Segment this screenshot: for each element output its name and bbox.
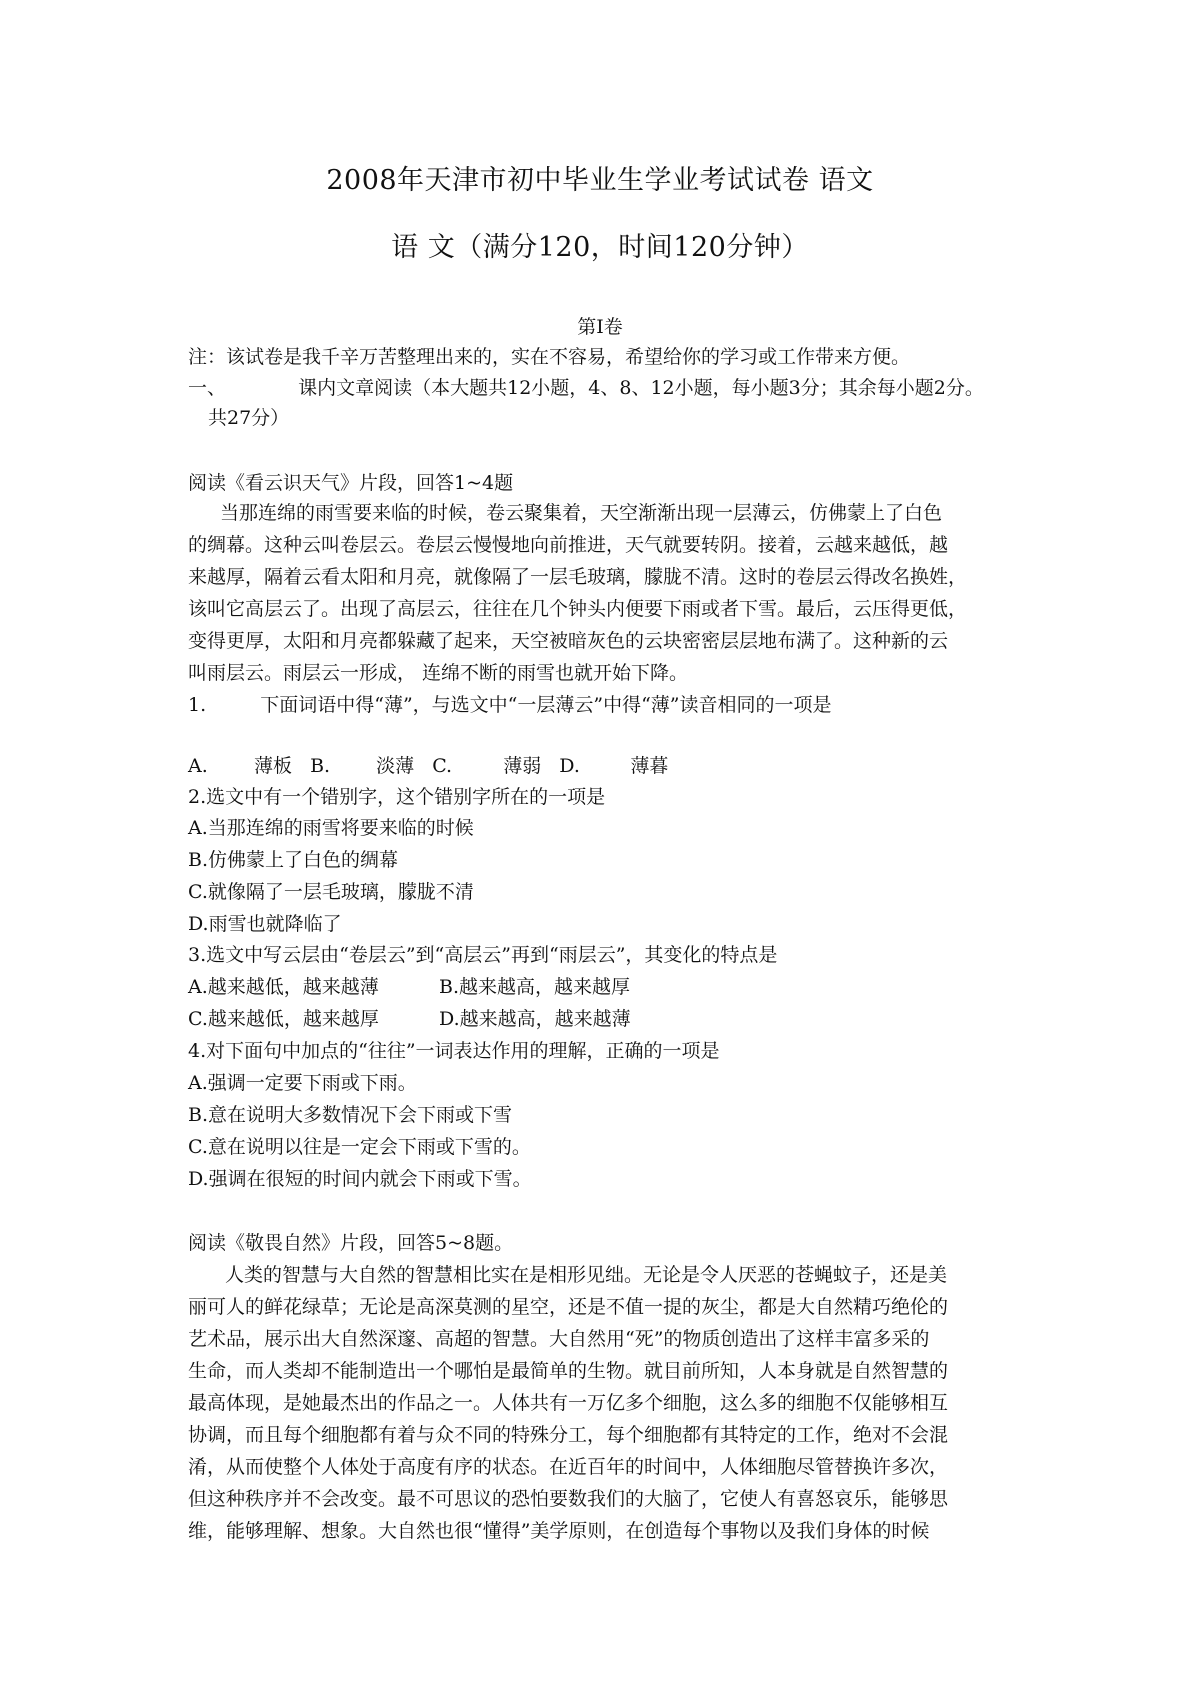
question-4-stem: 4.对下面句中加点的“往往”一词表达作用的理解，正确的一项是 (188, 1040, 720, 1062)
question-2-stem: 2.选文中有一个错别字，这个错别字所在的一项是 (188, 786, 606, 808)
section-label: 第Ⅰ卷 (577, 316, 623, 338)
reading2-passage-line: 淆，从而使整个人体处于高度有序的状态。在近百年的时间中，人体细胞尽管替换许多次， (188, 1456, 949, 1478)
reading1-passage-line: 变得更厚，太阳和月亮都躲藏了起来，天空被暗灰色的云块密密层层地布满了。这种新的云 (188, 630, 949, 652)
question-3-option: D.越来越高，越来越薄 (439, 1008, 631, 1030)
question-1 (188, 690, 1038, 717)
part1-title-cont: 共27分） (208, 407, 290, 429)
question-3-option: C.越来越低，越来越厚 (188, 1008, 379, 1030)
exam-subtitle: 语 文（满分120，时间120分钟） (391, 232, 809, 263)
question-2-option: D.雨雪也就降临了 (188, 913, 342, 935)
part1-heading (188, 373, 1038, 400)
exam-title: 2008年天津市初中毕业生学业考试试卷 语文 (326, 165, 874, 196)
reading2-passage-line: 维，能够理解、想象。大自然也很“懂得”美学原则，在创造每个事物以及我们身体的时候 (188, 1520, 930, 1542)
reading2-passage-line: 人类的智慧与大自然的智慧相比实在是相形见绌。无论是令人厌恶的苍蝇蚊子，还是美 (225, 1264, 948, 1286)
question-1-options (188, 751, 1038, 778)
reading2-intro: 阅读《敬畏自然》片段，回答5~8题。 (188, 1232, 514, 1254)
question-3-stem: 3.选文中写云层由“卷层云”到“高层云”再到“雨层云”，其变化的特点是 (188, 944, 778, 966)
option-letter: B. (310, 755, 331, 777)
option-text: 淡薄 (376, 755, 415, 777)
question-3-options-row (188, 972, 1038, 999)
option-text: 薄板 (254, 755, 293, 777)
reading2-passage-line: 最高体现，是她最杰出的作品之一。人体共有一万亿多个细胞，这么多的细胞不仅能够相互 (188, 1392, 949, 1414)
question-2-option: C.就像隔了一层毛玻璃，朦胧不清 (188, 881, 474, 903)
part1-title: 课内文章阅读（本大题共12小题，4、8、12小题，每小题3分；其余每小题2分。 (298, 377, 984, 399)
reading1-intro: 阅读《看云识天气》片段，回答1~4题 (188, 472, 514, 494)
reading2-passage-line: 生命，而人类却不能制造出一个哪怕是最简单的生物。就目前所知，人本身就是自然智慧的 (188, 1360, 949, 1382)
question-2-option: A.当那连绵的雨雪将要来临的时候 (188, 817, 474, 839)
reading2-passage-line: 艺术品，展示出大自然深邃、高超的智慧。大自然用“死”的物质创造出了这样丰富多采的 (188, 1328, 930, 1350)
question-4-option: B.意在说明大多数情况下会下雨或下雪 (188, 1104, 513, 1126)
reading2-passage-line: 但这种秩序并不会改变。最不可思议的恐怕要数我们的大脑了，它使人有喜怒哀乐，能够思 (188, 1488, 949, 1510)
question-4-option: A.强调一定要下雨或下雨。 (188, 1072, 417, 1094)
reading1-passage-line: 叫雨层云。雨层云一形成， 连绵不断的雨雪也就开始下降。 (188, 662, 689, 684)
reading1-passage-line: 来越厚，隔着云看太阳和月亮，就像隔了一层毛玻璃，朦胧不清。这时的卷层云得改名换姓， (188, 566, 968, 588)
question-4-option: D.强调在很短的时间内就会下雨或下雪。 (188, 1168, 532, 1190)
option-letter: D. (559, 755, 580, 777)
question-3-option: A.越来越低，越来越薄 (188, 976, 379, 998)
question-3-options-row (188, 1004, 1038, 1031)
question-stem: 下面词语中得“薄”，与选文中“一层薄云”中得“薄”读音相同的一项是 (260, 694, 832, 716)
reading2-passage-line: 丽可人的鲜花绿草；无论是高深莫测的星空，还是不值一提的灰尘，都是大自然精巧绝伦的 (188, 1296, 949, 1318)
question-2-option: B.仿佛蒙上了白色的绸幕 (188, 849, 399, 871)
question-4-option: C.意在说明以往是一定会下雨或下雪的。 (188, 1136, 531, 1158)
reading2-passage-line: 协调，而且每个细胞都有着与众不同的特殊分工，每个细胞都有其特定的工作，绝对不会混 (188, 1424, 949, 1446)
part1-number: 一、 (188, 377, 227, 399)
question-number: 1. (188, 694, 207, 716)
option-letter: A. (188, 755, 208, 777)
option-letter: C. (432, 755, 453, 777)
option-text: 薄弱 (503, 755, 542, 777)
note-text: 注：该试卷是我千辛万苦整理出来的，实在不容易，希望给你的学习或工作带来方便。 (188, 346, 911, 368)
question-3-option: B.越来越高，越来越厚 (439, 976, 631, 998)
reading1-passage-line: 当那连绵的雨雪要来临的时候，卷云聚集着，天空渐渐出现一层薄云，仿佛蒙上了白色 (220, 502, 943, 524)
reading1-passage-line: 的绸幕。这种云叫卷层云。卷层云慢慢地向前推进，天气就要转阴。接着，云越来越低，越 (188, 534, 949, 556)
reading1-passage-line: 该叫它高层云了。出现了高层云，往往在几个钟头内便要下雨或者下雪。最后，云压得更低， (188, 598, 968, 620)
option-text: 薄暮 (630, 755, 669, 777)
